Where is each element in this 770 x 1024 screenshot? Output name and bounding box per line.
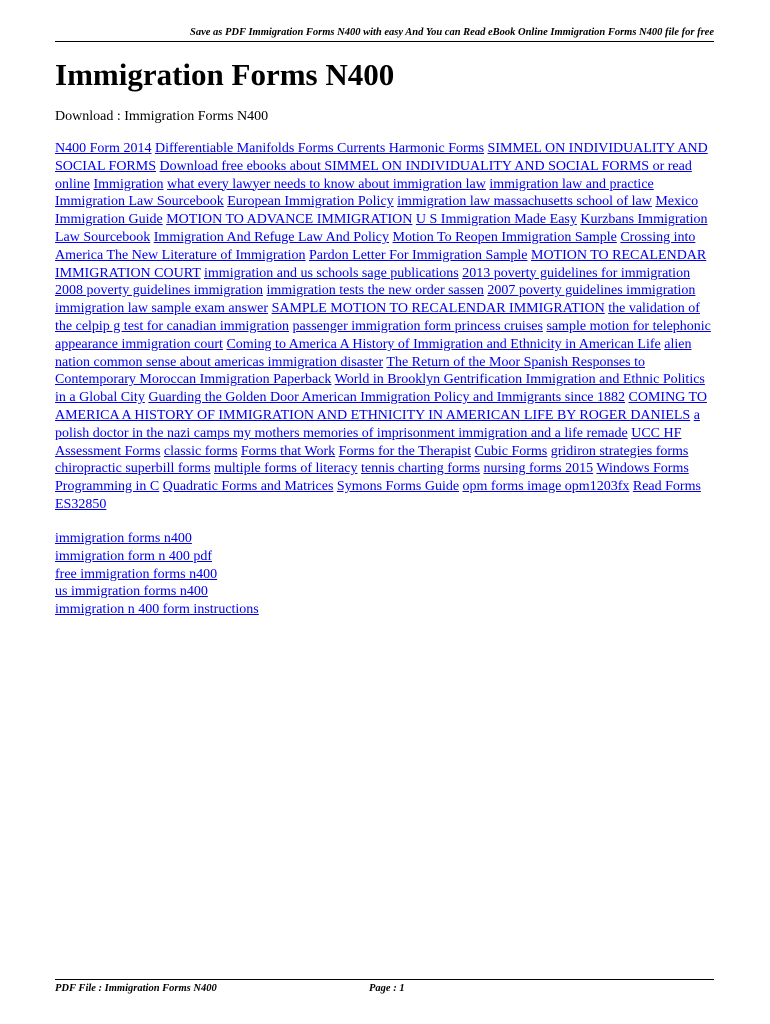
related-link[interactable]: COMING TO AMERICA A HISTORY OF IMMIGRATION AND ETHNICITY IN AMERICAN LIFE BY ROGER DANIELS bbox=[55, 390, 707, 423]
related-link[interactable]: Forms for the Therapist bbox=[338, 443, 472, 459]
related-link[interactable]: chiropractic superbill forms bbox=[55, 461, 211, 477]
related-link[interactable]: gridiron strategies forms bbox=[550, 443, 689, 459]
search-link[interactable]: us immigration forms n400 bbox=[55, 584, 208, 600]
related-link[interactable]: Motion To Reopen Immigration Sample bbox=[392, 229, 617, 245]
related-link[interactable]: Mexico Immigration Guide bbox=[55, 194, 699, 228]
related-link[interactable]: opm forms image opm1203fx bbox=[462, 479, 630, 495]
search-link[interactable]: free immigration forms n400 bbox=[55, 566, 218, 582]
related-link[interactable]: Forms that Work bbox=[240, 443, 336, 459]
page-title: Immigration Forms N400 bbox=[55, 57, 395, 92]
download-line: Download : Immigration Forms N400 bbox=[55, 109, 269, 124]
search-link[interactable]: immigration n 400 form instructions bbox=[55, 602, 259, 618]
search-link[interactable]: immigration forms n400 bbox=[55, 531, 192, 546]
footer-divider bbox=[55, 979, 714, 980]
related-link[interactable]: UCC HF Assessment Forms bbox=[55, 425, 682, 459]
related-link[interactable]: Guarding the Golden Door American Immigration Policy and Immigrants since 1882 bbox=[148, 390, 626, 406]
related-link[interactable]: SIMMEL ON INDIVIDUALITY AND SOCIAL FORMS bbox=[55, 141, 708, 174]
related-link[interactable]: World in Brooklyn Gentrification Immigration and Ethnic Politics in a Global City bbox=[55, 372, 705, 406]
related-link[interactable]: Download free ebooks about SIMMEL ON INDIVIDUALITY AND SOCIAL FORMS or read online bbox=[55, 158, 692, 192]
related-link[interactable]: Crossing into America The New Literature of Immigration bbox=[55, 229, 696, 263]
related-link[interactable]: Immigration Law Sourcebook bbox=[55, 194, 224, 210]
related-link[interactable]: sample motion for telephonic appearance immigration court bbox=[55, 318, 711, 352]
related-link[interactable]: what every lawyer needs to know about immigration law bbox=[167, 176, 486, 192]
related-links-paragraph bbox=[55, 140, 717, 514]
related-link[interactable]: SAMPLE MOTION TO RECALENDAR IMMIGRATION bbox=[271, 301, 605, 317]
related-link[interactable]: passenger immigration form princess cruises bbox=[292, 318, 543, 334]
related-link[interactable]: 2007 poverty guidelines immigration bbox=[487, 283, 696, 299]
related-link[interactable]: The Return of the Moor Spanish Responses to Contemporary Moroccan Immigration Paperback bbox=[55, 354, 645, 388]
related-link[interactable]: tennis charting forms bbox=[360, 461, 480, 477]
related-link[interactable]: Pardon Letter For Immigration Sample bbox=[308, 247, 528, 263]
related-link[interactable]: MOTION TO ADVANCE IMMIGRATION bbox=[166, 212, 413, 228]
header-banner: Save as PDF Immigration Forms N400 with easy And You can Read eBook Online Immigration Forms N400 file for free bbox=[55, 27, 714, 42]
related-link[interactable]: immigration law and practice bbox=[489, 176, 654, 192]
related-link[interactable]: multiple forms of literacy bbox=[214, 461, 358, 477]
related-link[interactable]: 2008 poverty guidelines immigration bbox=[55, 283, 264, 299]
related-link[interactable]: immigration law sample exam answer bbox=[55, 301, 269, 317]
related-link[interactable]: Read Forms ES32850 bbox=[55, 479, 701, 512]
related-link[interactable]: Coming to America A History of Immigration and Ethnicity in American Life bbox=[226, 336, 661, 352]
related-link[interactable]: alien nation common sense about americas immigration disaster bbox=[55, 336, 692, 370]
footer-page-number: Page : 1 bbox=[369, 983, 405, 994]
related-link[interactable]: immigration tests the new order sassen bbox=[266, 283, 484, 299]
related-link[interactable]: Immigration And Refuge Law And Policy bbox=[153, 229, 390, 245]
related-link[interactable]: a polish doctor in the nazi camps my mothers memories of imprisonment immigration and a life remade bbox=[55, 407, 700, 441]
footer-file-label: PDF File : Immigration Forms N400 bbox=[55, 983, 217, 994]
related-link[interactable]: the validation of the celpip g test for canadian immigration bbox=[55, 301, 700, 334]
related-link[interactable]: Differentiable Manifolds Forms Currents Harmonic Forms bbox=[154, 141, 485, 156]
related-link[interactable]: immigration and us schools sage publications bbox=[204, 265, 459, 281]
search-link[interactable]: immigration form n 400 pdf bbox=[55, 548, 213, 564]
related-link[interactable]: N400 Form 2014 bbox=[55, 141, 152, 156]
related-link[interactable]: European Immigration Policy bbox=[227, 194, 394, 210]
related-link[interactable]: 2013 poverty guidelines for immigration bbox=[462, 265, 691, 281]
related-link[interactable]: U S Immigration Made Easy bbox=[415, 212, 577, 228]
related-link[interactable]: Kurzbans Immigration Law Sourcebook bbox=[55, 212, 708, 245]
related-link[interactable]: Quadratic Forms and Matrices bbox=[162, 479, 334, 495]
search-links-list bbox=[55, 530, 715, 619]
related-link[interactable]: Immigration bbox=[93, 176, 164, 192]
related-link[interactable]: classic forms bbox=[163, 443, 238, 459]
related-link[interactable]: immigration law massachusetts school of law bbox=[397, 194, 652, 210]
related-link[interactable]: Symons Forms Guide bbox=[336, 479, 460, 495]
related-link[interactable]: Windows Forms Programming in C bbox=[55, 461, 689, 495]
related-link[interactable]: Cubic Forms bbox=[474, 443, 548, 459]
related-link[interactable]: MOTION TO RECALENDAR IMMIGRATION COURT bbox=[55, 247, 707, 281]
related-link[interactable]: nursing forms 2015 bbox=[483, 461, 594, 477]
